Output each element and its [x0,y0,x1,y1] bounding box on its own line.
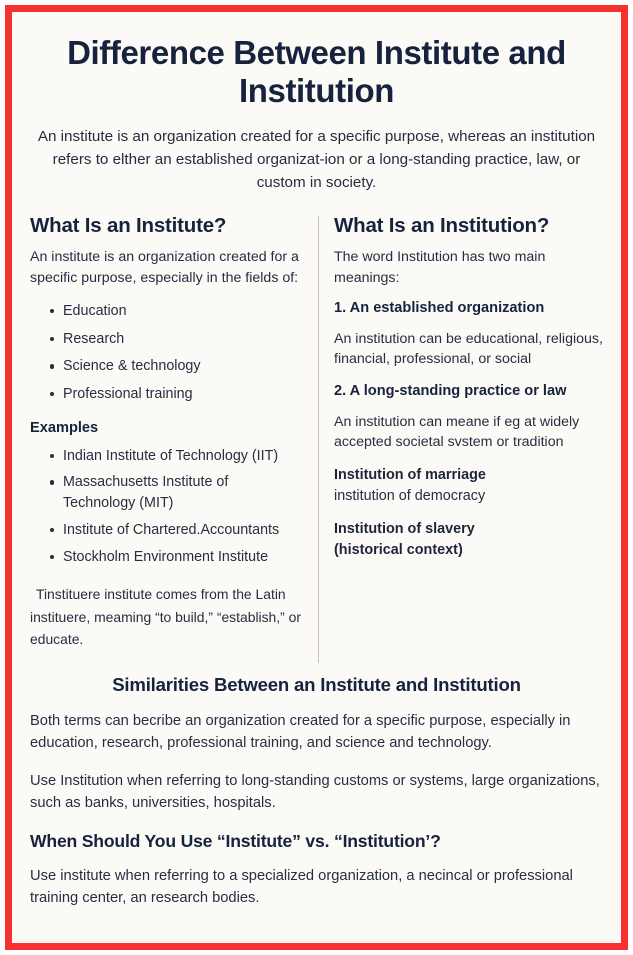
poster-sheet [12,12,621,943]
slavery-example-line: Institution of slavery [334,521,475,538]
poster-subtitle: An institute is an organization created for a specific purpose, whereas an institution refers to elther an established organizat-ion or a long-standing practice, law, or custom in society. [37,127,596,192]
marriage-example-line: Institution of marriage [334,467,486,484]
list-item: Education [50,301,302,322]
democracy-example-line: institution of democracy [334,488,486,505]
slavery-context-line: (historical context) [334,542,463,559]
list-item: Stockholm Environment Institute [50,547,302,568]
institute-heading: What Is an Institute? [30,213,227,237]
list-item: Research [50,329,302,350]
list-item: Institute of Chartered.Accountants [50,520,302,541]
meaning-one-text: An institution can be educational, religious, financial, professional, or social [334,330,603,368]
institution-intro: The word Institution has two main meanings: [334,249,546,287]
list-item: Massachusetts Institute of Technology (MIT) [50,472,302,513]
similarities-heading: Similarities Between an Institute and Institution [112,673,521,695]
institution-column [318,214,603,574]
column-divider [318,216,319,663]
poster-frame [5,5,628,950]
institute-column [30,214,318,651]
list-item: Science & technology [50,356,302,377]
institution-heading: What Is an Institution? [334,213,550,237]
institute-fields-list [30,301,302,405]
marriage-example-block [334,465,603,507]
list-item: Professional training [50,384,302,405]
meaning-one-label: 1. An established organization [334,299,545,316]
institute-examples-list [30,446,302,568]
similarities-paragraph: Both terms can becribe an organization created for a specific purpose, especially in education, research, professional training, and science and technology. [30,713,571,752]
list-item: Indian Institute of Technology (IIT) [50,446,302,467]
lower-band [30,673,603,909]
page-title: Difference Between Institute and Institution [67,34,566,110]
meaning-two-label: 2. A long-standing practice or law [334,382,567,399]
when-to-use-heading: When Should You Use “Institute” vs. “Institution’? [30,831,441,852]
slavery-example-block [334,519,603,561]
two-column-band [30,214,603,651]
meaning-two-text: An institution can meane if eg at widely accepted societal svstem or tradition [334,413,580,451]
usage-paragraph: Use Institution when referring to long-standing customs or systems, large organizations, such as banks, universities, hospitals. [30,773,600,812]
institute-intro: An institute is an organization created for a specific purpose, especially in the fields of: [30,249,299,287]
examples-label: Examples [30,419,99,436]
institute-etymology: Tinstituere institute comes from the Latin instituere, meaming “to build,” “establish,” or educate. [30,586,301,648]
when-to-use-paragraph: Use institute when referring to a specialized organization, a necincal or professional training center, an research bodies. [30,867,573,906]
